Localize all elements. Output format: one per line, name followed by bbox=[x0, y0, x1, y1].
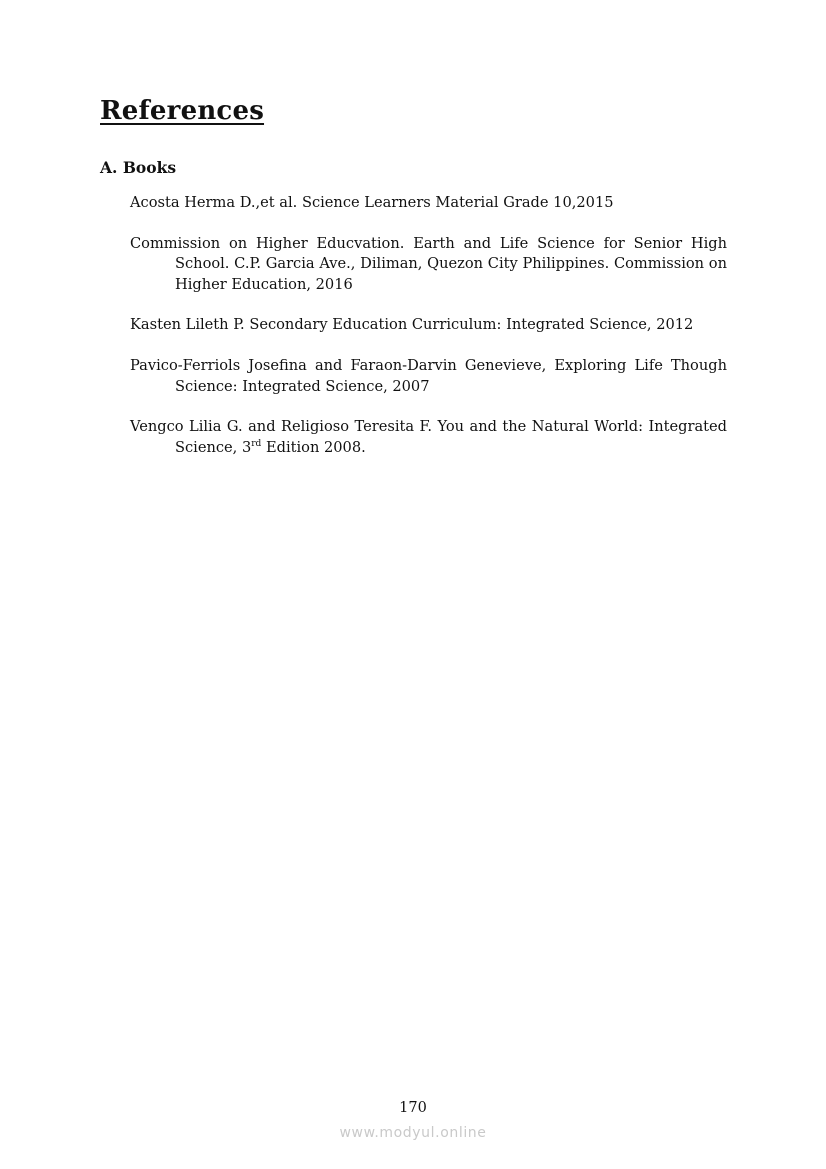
page-number: 170 bbox=[399, 1100, 427, 1116]
reference-text: Vengco Lilia G. and Religioso Teresita F. You and the Natural World: Integrated Science, 3 bbox=[130, 418, 727, 456]
reference-entry: Acosta Herma D.,et al. Science Learners Material Grade 10,2015 bbox=[130, 194, 614, 211]
reference-entry bbox=[130, 417, 727, 458]
ordinal-superscript: rd bbox=[251, 438, 262, 449]
reference-entry: Kasten Lileth P. Secondary Education Curriculum: Integrated Science, 2012 bbox=[130, 316, 694, 334]
reference-list bbox=[130, 193, 727, 478]
reference-entry: Commission on Higher Educvation. Earth and Life Science for Senior High School. C.P. Garcia Ave., Diliman, Quezon City Philippines. Commission on Higher Education, 2016 bbox=[130, 234, 727, 293]
section-heading-books: A. Books bbox=[100, 158, 177, 177]
reference-text: Edition 2008. bbox=[261, 438, 366, 456]
watermark: www.modyul.online bbox=[339, 1125, 487, 1141]
page-title: References bbox=[100, 96, 265, 126]
reference-entry: Pavico-Ferriols Josefina and Faraon-Darvin Genevieve, Exploring Life Though Science: Integrated Science, 2007 bbox=[130, 356, 727, 395]
